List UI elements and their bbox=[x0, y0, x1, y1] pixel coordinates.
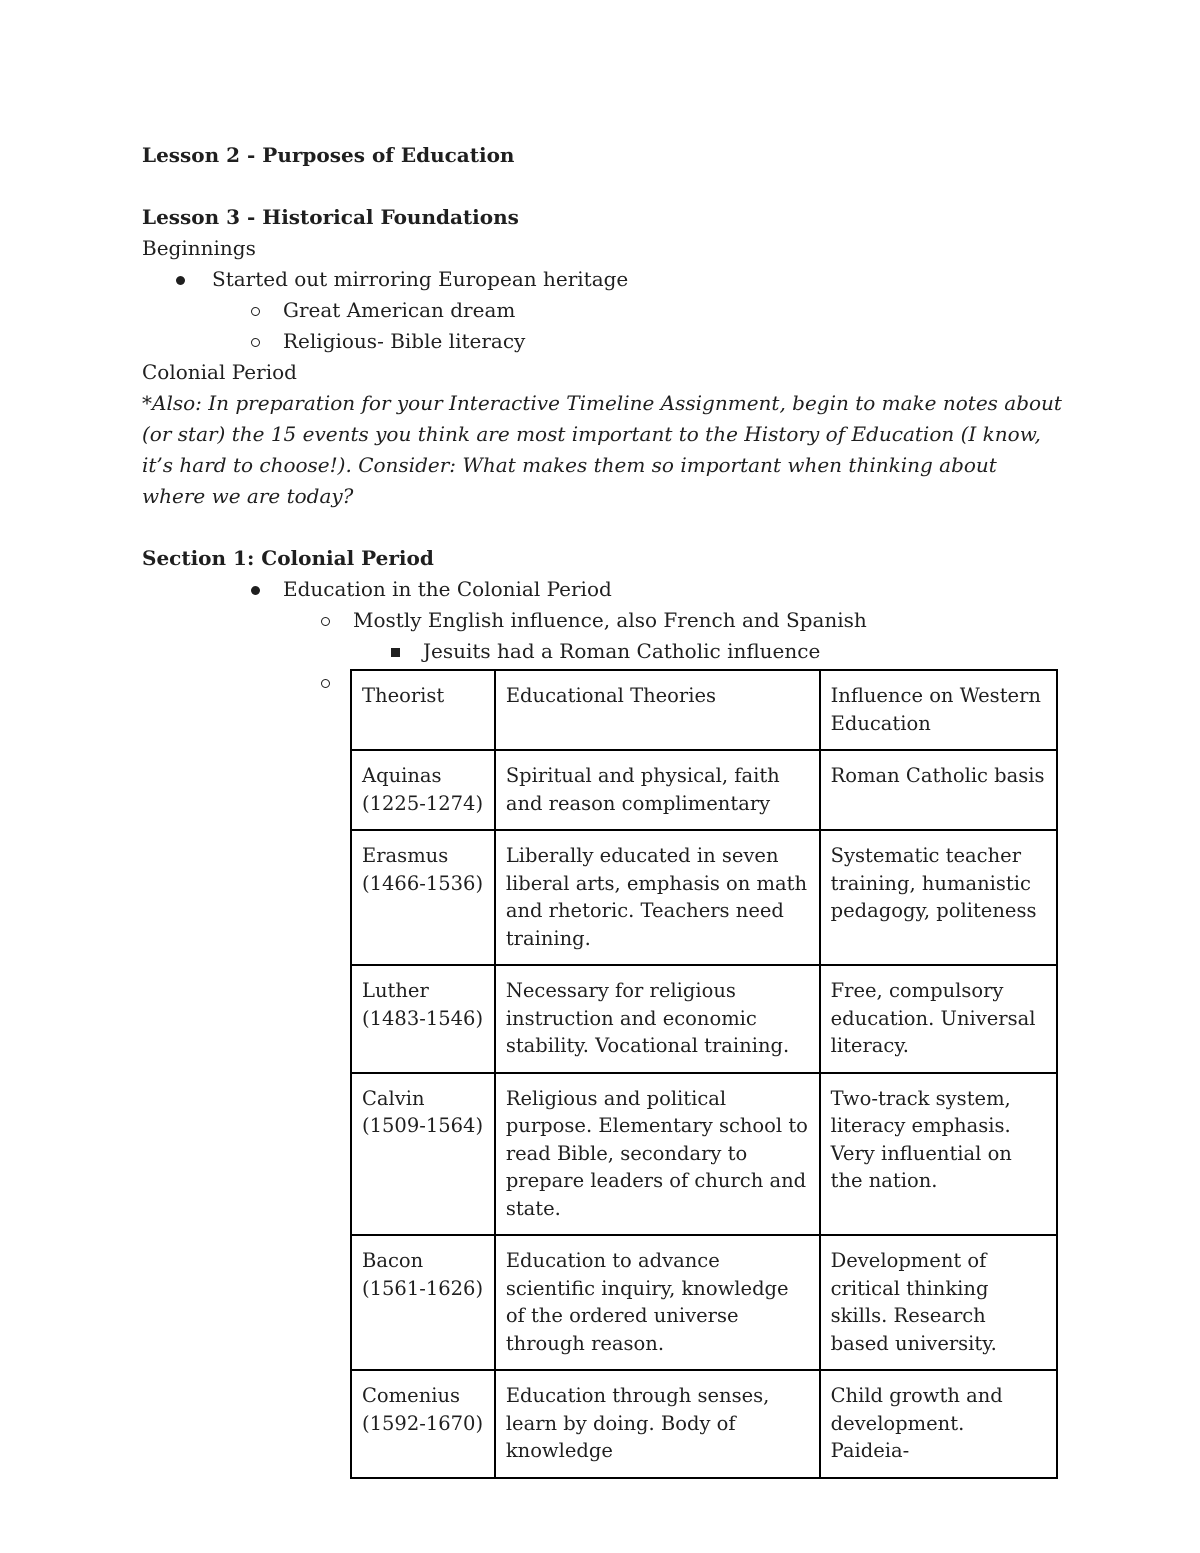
influence-cell: Roman Catholic basis bbox=[820, 750, 1057, 830]
list-item: Education in the Colonial Period bbox=[142, 574, 1062, 605]
list-item: Religious- Bible literacy bbox=[142, 326, 1062, 357]
list-item: Jesuits had a Roman Catholic influence bbox=[142, 636, 1062, 667]
theorist-cell: Erasmus (1466-1536) bbox=[351, 830, 495, 965]
lesson2-heading: Lesson 2 - Purposes of Education bbox=[142, 143, 515, 167]
bullet-square-icon bbox=[385, 636, 405, 667]
theory-cell: Religious and political purpose. Elementary school to read Bible, secondary to prepare leaders of church and state. bbox=[495, 1073, 820, 1236]
theory-cell: Liberally educated in seven liberal arts, emphasis on math and rhetoric. Teachers need training. bbox=[495, 830, 820, 965]
table-row bbox=[351, 1370, 1057, 1478]
theory-cell: Education to advance scientific inquiry, knowledge of the ordered universe through reason. bbox=[495, 1235, 820, 1370]
table-row bbox=[351, 1073, 1057, 1236]
influence-cell: Child growth and development. Paideia- bbox=[820, 1370, 1057, 1478]
influence-cell: Two-track system, literacy emphasis. Very influential on the nation. bbox=[820, 1073, 1057, 1236]
bullet-dot-icon bbox=[245, 574, 265, 605]
theorist-cell: Calvin (1509-1564) bbox=[351, 1073, 495, 1236]
influence-cell: Development of critical thinking skills. Research based university. bbox=[820, 1235, 1057, 1370]
table-row bbox=[351, 1235, 1057, 1370]
theory-cell: Spiritual and physical, faith and reason complimentary bbox=[495, 750, 820, 830]
influence-cell: Systematic teacher training, humanistic pedagogy, politeness bbox=[820, 830, 1057, 965]
beginnings-heading: Beginnings bbox=[142, 236, 256, 260]
bullet-circle-icon bbox=[315, 667, 335, 698]
list-item: Started out mirroring European heritage bbox=[142, 264, 1062, 295]
list-item: Great American dream bbox=[142, 295, 1062, 326]
lesson3-heading: Lesson 3 - Historical Foundations bbox=[142, 205, 519, 229]
theorist-cell: Luther (1483-1546) bbox=[351, 965, 495, 1073]
header-cell: Influence on Western Education bbox=[820, 670, 1057, 750]
bullet-circle-icon bbox=[245, 326, 265, 357]
section1-heading: Section 1: Colonial Period bbox=[142, 546, 434, 570]
bullet-circle-icon bbox=[245, 295, 265, 326]
colonial-heading: Colonial Period bbox=[142, 360, 297, 384]
theorists-table bbox=[350, 669, 1058, 1479]
spacer bbox=[142, 512, 1062, 543]
table-header-row bbox=[351, 670, 1057, 750]
table-row bbox=[351, 750, 1057, 830]
theory-cell: Necessary for religious instruction and economic stability. Vocational training. bbox=[495, 965, 820, 1073]
theorist-cell: Bacon (1561-1626) bbox=[351, 1235, 495, 1370]
document-page bbox=[142, 140, 1062, 1462]
bullet-circle-icon bbox=[315, 605, 335, 636]
list-item: Mostly English influence, also French and Spanish bbox=[142, 605, 1062, 636]
influence-cell: Free, compulsory education. Universal literacy. bbox=[820, 965, 1057, 1073]
theory-cell: Education through senses, learn by doing. Body of knowledge bbox=[495, 1370, 820, 1478]
table-row bbox=[351, 965, 1057, 1073]
spacer bbox=[142, 171, 1062, 202]
theorist-cell: Aquinas (1225-1274) bbox=[351, 750, 495, 830]
table-row bbox=[351, 830, 1057, 965]
theorist-cell: Comenius (1592-1670) bbox=[351, 1370, 495, 1478]
header-cell: Theorist bbox=[351, 670, 495, 750]
bullet-dot-icon bbox=[170, 264, 190, 295]
assignment-note: *Also: In preparation for your Interactive Timeline Assignment, begin to make notes about (or star) the 15 events you think are most important to the History of Education (I know, it’s hard to choose!). Consider: What makes them so important when thinking about where we are today? bbox=[142, 391, 1062, 508]
header-cell: Educational Theories bbox=[495, 670, 820, 750]
